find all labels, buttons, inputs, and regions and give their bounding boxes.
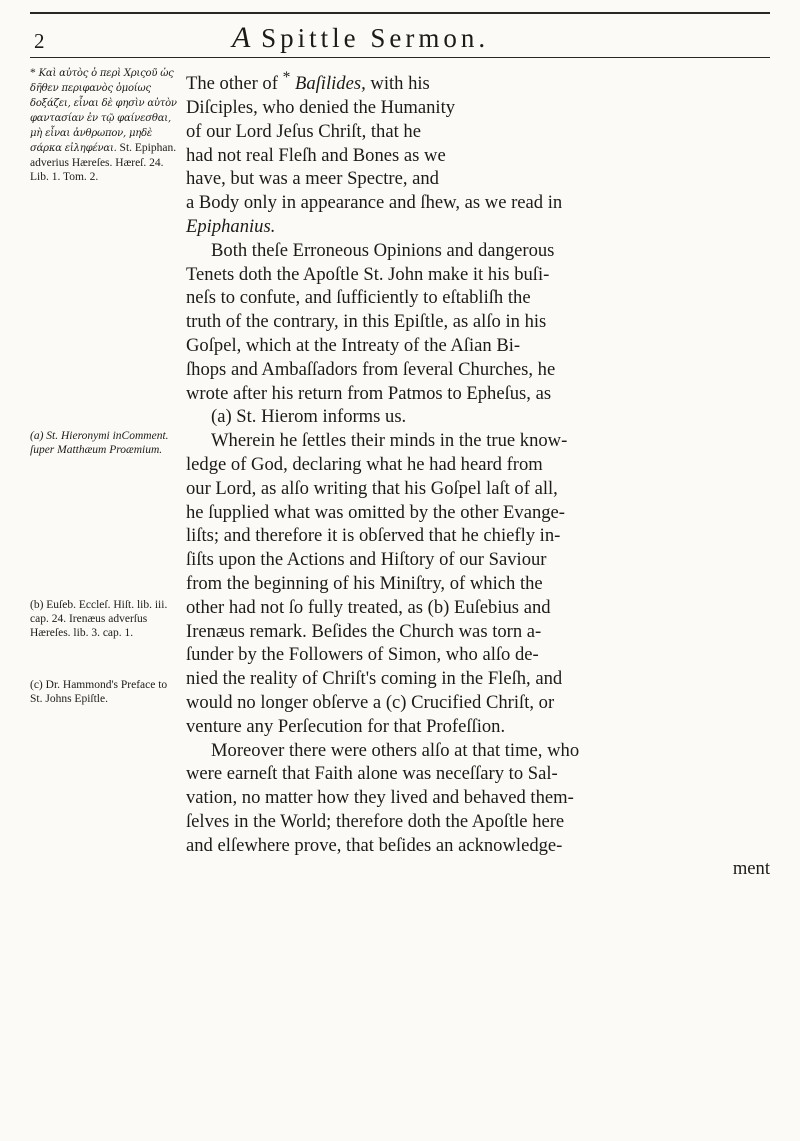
greek-footnote — [30, 66, 180, 184]
text-line: (a) St. Hierom informs us. — [211, 406, 407, 428]
header-rule — [30, 57, 770, 58]
footnote-marker: * — [30, 67, 36, 79]
text-line: were earneſt that Faith alone was neceſſary to Sal- — [186, 763, 558, 785]
text-line: would no longer obſerve a (c) Crucified Chriſt, or — [186, 691, 555, 713]
text-line: ſunder by the Followers of Simon, who alſo de- — [186, 644, 539, 666]
margin-note-b-text: (b) Euſeb. Eccleſ. Hiſt. lib. iii. cap. 24. Irenæus adverſus Hæreſes. lib. 3. cap. 1. — [30, 599, 168, 639]
running-head — [232, 22, 489, 54]
paragraph-start: Wherein he ſettles their minds in the true know- — [211, 430, 568, 452]
text-line: and elſewhere prove, that beſides an acknowledge- — [186, 834, 563, 856]
text-line: had not real Fleſh and Bones as we — [186, 144, 446, 166]
text-line: other had not ſo fully treated, as (b) Euſebius and — [186, 596, 551, 618]
text-line: neſs to confute, and ſufficiently to eſtabliſh the — [186, 287, 531, 309]
text-line: liſts; and therefore it is obſerved that he chiefly in- — [186, 525, 561, 547]
text-line: he ſupplied what was omitted by the other Evange- — [186, 501, 566, 523]
text-line: ſiſts upon the Actions and Hiſtory of our Saviour — [186, 549, 547, 571]
body-text — [186, 66, 770, 881]
paragraph-start: Moreover there were others alſo at that time, who — [211, 739, 580, 761]
text-line: Goſpel, which at the Intreaty of the Aſian Bi- — [186, 334, 521, 356]
text-line: ledge of God, declaring what he had heard from — [186, 453, 543, 475]
text-line: venture any Perſecution for that Profeſſion. — [186, 715, 506, 737]
page-number: 2 — [34, 29, 45, 53]
margin-note-a-text: (a) St. Hieronymi inComment. ſuper Matthæum Proæmium. — [30, 430, 169, 456]
running-head-title: Spittle Sermon. — [261, 23, 490, 53]
text-line: our Lord, as alſo writing that his Goſpel laſt of all, — [186, 477, 558, 499]
text-line: of our Lord Jeſus Chriſt, that he — [186, 120, 421, 142]
margin-note-c — [30, 678, 180, 706]
top-rule — [30, 12, 770, 14]
text-line: Tenets doth the Apoſtle St. John make it his buſi- — [186, 263, 550, 285]
epiphanius-citation: St. Epiphan. adverius Hæreſes. Hæreſ. 24. Lib. 1. Tom. 2. — [30, 142, 177, 183]
text-line: truth of the contrary, in this Epiſtle, as alſo in his — [186, 311, 547, 333]
text-line: ment — [732, 858, 770, 880]
text-line: from the beginning of his Miniſtry, of which the — [186, 572, 543, 594]
text-line: ſelves in the World; therefore doth the Apoſtle here — [186, 810, 565, 832]
running-head-article: A — [232, 21, 251, 54]
text-line: wrote after his return from Patmos to Epheſus, as — [186, 382, 552, 404]
margin-note-b — [30, 598, 180, 640]
text-line: Irenæus remark. Beſides the Church was torn a- — [186, 620, 542, 642]
text-line: ſhops and Ambaſſadors from ſeveral Churches, he — [186, 358, 556, 380]
text-line: a Body only in appearance and ſhew, as we read in — [186, 192, 563, 214]
page-header — [0, 0, 800, 60]
text-line: Diſciples, who denied the Humanity — [186, 96, 456, 118]
footnote-reference: * — [282, 69, 291, 86]
text-line: have, but was a meer Spectre, and — [186, 168, 439, 190]
paragraph-start: Both theſe Erroneous Opinions and dangerous — [211, 239, 555, 261]
text-line: vation, no matter how they lived and behaved them- — [186, 787, 574, 809]
margin-note-a — [30, 429, 180, 457]
text-line: The other of * Baſilides, with his — [186, 69, 430, 95]
greek-quotation: Καὶ αὐτὸς ὁ περὶ Χριςοῦ ὡς δῆθεν περιφανὸς ὁμοίως δοξάζει, εἶναι δὲ φησὶν αὐτὸν φαντασίαν ἐν τῷ φαίνεσθαι, μὴ εἶναι ἀνθρωπον, μηδὲ σάρκα εἰληφέναι. — [30, 68, 177, 154]
text-line: nied the reality of Chriſt's coming in the Fleſh, and — [186, 668, 563, 690]
text-line: Epiphanius. — [186, 215, 276, 237]
margin-note-c-text: (c) Dr. Hammond's Preface to St. Johns Epiſtle. — [30, 679, 168, 705]
